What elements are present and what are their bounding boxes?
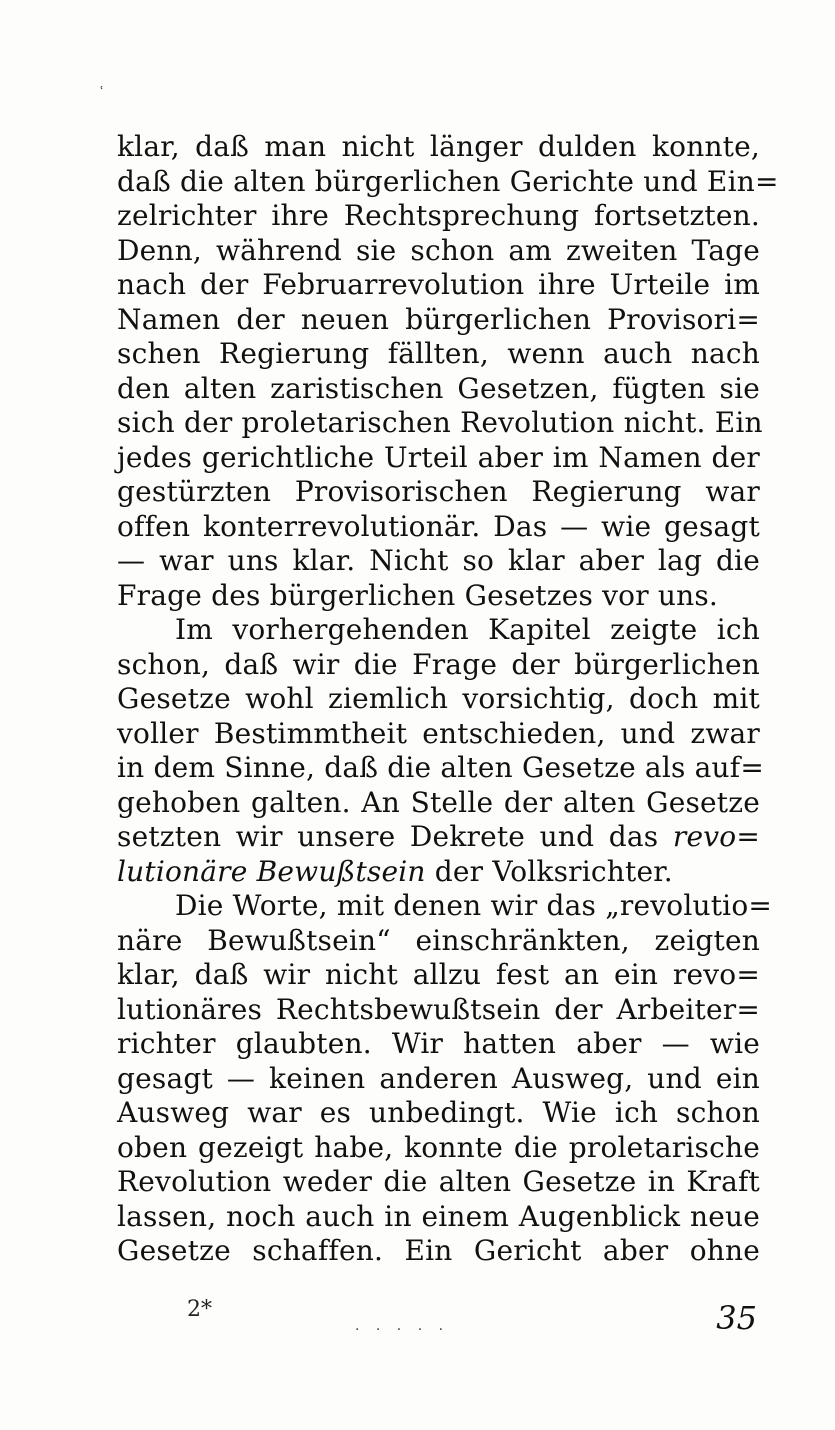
paragraph-start-line: Im vorhergehenden Kapitel zeigte ich xyxy=(175,613,760,646)
text-line: in dem Sinne, daß die alten Gesetze als auf= xyxy=(117,751,765,784)
text-line: offen konterrevolutionär. Das — wie gesagt xyxy=(117,509,760,543)
page-number: 35 xyxy=(716,1299,757,1337)
printing-speck: ʿ xyxy=(100,84,104,98)
text-line: voller Bestimmtheit entschieden, und zwar xyxy=(117,716,760,750)
text-line: klar, daß wir nicht allzu fest an ein revo= xyxy=(117,958,760,991)
bottom-dots: · · · · · xyxy=(355,1322,450,1338)
text-line: Namen der neuen bürgerlichen Provisori= xyxy=(117,302,760,336)
text-line: daß die alten bürgerlichen Gerichte und Ein= xyxy=(117,164,779,198)
text-line: lutionäres Rechtsbewußtsein der Arbeiter= xyxy=(117,992,760,1026)
italic-segment: lutionäre Bewußtsein xyxy=(117,854,426,888)
text-line: schen Regierung fällten, wenn auch nach xyxy=(117,337,760,370)
text-line: Revolution weder die alten Gesetze in Kraft xyxy=(117,1165,760,1198)
paragraph-start-line: Die Worte, mit denen wir das „revolutio= xyxy=(175,889,773,922)
text-line: zelrichter ihre Rechtsprechung fortsetzten. xyxy=(117,199,760,232)
italic-segment: revo= xyxy=(672,820,761,853)
text-line: nach der Februarrevolution ihre Urteile im xyxy=(117,268,760,301)
text-line: Frage des bürgerlichen Gesetzes vor uns. xyxy=(117,578,719,612)
text-segment: der Volksrichter. xyxy=(434,854,673,888)
text-line xyxy=(117,820,760,855)
text-line: Gesetze schaffen. Ein Gericht aber ohne xyxy=(117,1234,760,1267)
text-line: richter glaubten. Wir hatten aber — wie xyxy=(117,1027,760,1060)
text-line: jedes gerichtliche Urteil aber im Namen der xyxy=(117,440,760,474)
text-line: Denn, während sie schon am zweiten Tage xyxy=(117,233,760,267)
text-line: schon, daß wir die Frage der bürgerlichen xyxy=(117,647,760,681)
signature-mark: 2* xyxy=(187,1297,212,1322)
text-line: — war uns klar. Nicht so klar aber lag die xyxy=(117,544,760,577)
text-line: gehoben galten. An Stelle der alten Gesetze xyxy=(117,785,760,819)
text-line: lassen, noch auch in einem Augenblick neue xyxy=(117,1199,760,1233)
body-text xyxy=(117,130,779,1269)
text-line: Gesetze wohl ziemlich vorsichtig, doch mit xyxy=(117,682,760,715)
text-line: gesagt — keinen anderen Ausweg, und ein xyxy=(117,1061,760,1095)
text-line: klar, daß man nicht länger dulden konnte, xyxy=(117,130,760,163)
text-line: den alten zaristischen Gesetzen, fügten sie xyxy=(117,371,760,405)
text-line: sich der proletarischen Revolution nicht. Ein xyxy=(117,406,763,439)
text-segment: setzten wir unsere Dekrete und das xyxy=(117,820,659,853)
text-line: Ausweg war es unbedingt. Wie ich schon xyxy=(117,1096,760,1129)
text-line: näre Bewußtsein“ einschränkten, zeigten xyxy=(117,923,760,957)
text-line: oben gezeigt habe, konnte die proletarische xyxy=(117,1130,760,1164)
text-line: gestürzten Provisorischen Regierung war xyxy=(117,475,760,508)
text-line xyxy=(117,855,760,890)
